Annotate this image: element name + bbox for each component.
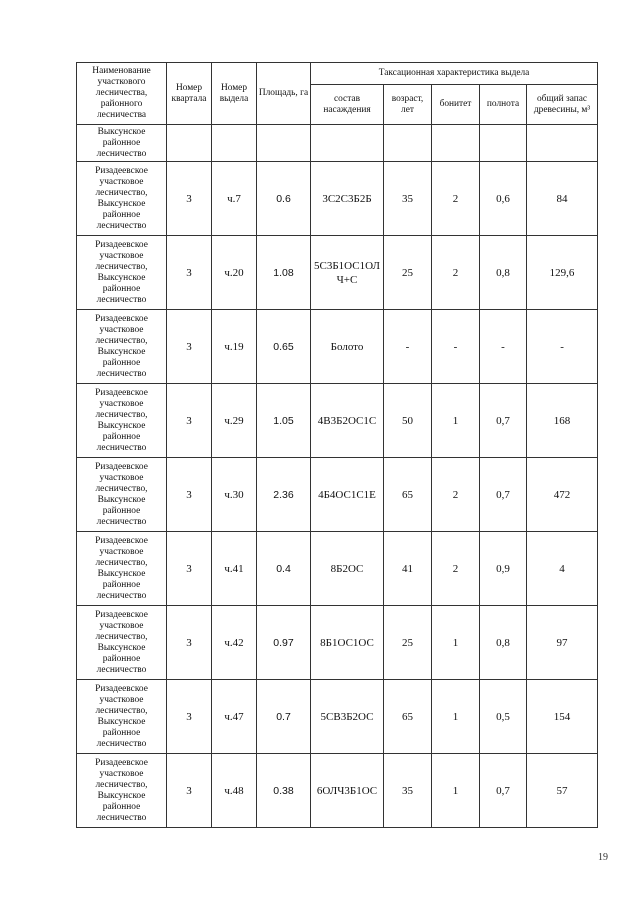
group-row-empty-cell [527, 125, 598, 162]
cell-composition: Болото [311, 310, 384, 384]
table-row [77, 532, 598, 606]
group-row-empty-cell [432, 125, 480, 162]
cell-name: Ризадеевское участковое лесничество, Выксунское районное лесничество [77, 754, 167, 828]
table-row [77, 162, 598, 236]
cell-bonitet: 1 [432, 384, 480, 458]
cell-composition: 5СВ3Б2ОС [311, 680, 384, 754]
cell-area: 0.4 [257, 532, 311, 606]
cell-density: 0,8 [480, 606, 527, 680]
cell-allotment: ч.7 [212, 162, 257, 236]
cell-allotment: ч.29 [212, 384, 257, 458]
cell-age: 35 [384, 754, 432, 828]
cell-age: 41 [384, 532, 432, 606]
header-area: Площадь, га [257, 63, 311, 125]
cell-composition: 3С2С3Б2Б [311, 162, 384, 236]
cell-area: 1.08 [257, 236, 311, 310]
cell-density: 0,7 [480, 458, 527, 532]
taxation-table [76, 62, 598, 828]
cell-age: 65 [384, 680, 432, 754]
cell-allotment: ч.47 [212, 680, 257, 754]
cell-volume: 57 [527, 754, 598, 828]
cell-name: Ризадеевское участковое лесничество, Выксунское районное лесничество [77, 680, 167, 754]
cell-bonitet: 1 [432, 754, 480, 828]
header-age: возраст, лет [384, 85, 432, 125]
group-row-empty-cell [311, 125, 384, 162]
cell-name: Ризадеевское участковое лесничество, Выксунское районное лесничество [77, 606, 167, 680]
cell-composition: 8Б2ОС [311, 532, 384, 606]
cell-composition: 4Б4ОС1С1Е [311, 458, 384, 532]
cell-name: Ризадеевское участковое лесничество, Выксунское районное лесничество [77, 384, 167, 458]
cell-age: 25 [384, 236, 432, 310]
cell-density: 0,6 [480, 162, 527, 236]
cell-density: - [480, 310, 527, 384]
cell-name: Ризадеевское участковое лесничество, Выксунское районное лесничество [77, 532, 167, 606]
cell-density: 0,5 [480, 680, 527, 754]
cell-quarter: 3 [167, 532, 212, 606]
group-row-empty-cell [384, 125, 432, 162]
cell-area: 0.65 [257, 310, 311, 384]
cell-name: Ризадеевское участковое лесничество, Выксунское районное лесничество [77, 458, 167, 532]
cell-allotment: ч.41 [212, 532, 257, 606]
table-body [77, 125, 598, 828]
page-number: 19 [598, 852, 608, 863]
cell-quarter: 3 [167, 384, 212, 458]
cell-volume: 168 [527, 384, 598, 458]
cell-composition: 6ОЛЧ3Б1ОС [311, 754, 384, 828]
table-row [77, 606, 598, 680]
cell-volume: 472 [527, 458, 598, 532]
header-allotment: Номер выдела [212, 63, 257, 125]
group-row [77, 125, 598, 162]
cell-volume: 84 [527, 162, 598, 236]
cell-quarter: 3 [167, 236, 212, 310]
cell-allotment: ч.20 [212, 236, 257, 310]
cell-quarter: 3 [167, 680, 212, 754]
cell-volume: 154 [527, 680, 598, 754]
cell-volume: 129,6 [527, 236, 598, 310]
cell-quarter: 3 [167, 606, 212, 680]
cell-area: 0.38 [257, 754, 311, 828]
cell-name: Ризадеевское участковое лесничество, Выксунское районное лесничество [77, 310, 167, 384]
cell-composition: 4В3Б2ОС1С [311, 384, 384, 458]
cell-bonitet: - [432, 310, 480, 384]
cell-area: 0.6 [257, 162, 311, 236]
table-row [77, 384, 598, 458]
cell-age: 35 [384, 162, 432, 236]
cell-bonitet: 2 [432, 532, 480, 606]
cell-age: 25 [384, 606, 432, 680]
table-row [77, 680, 598, 754]
group-row-name: Выксунское районное лесничество [77, 125, 167, 162]
cell-density: 0,8 [480, 236, 527, 310]
header-quarter: Номер квартала [167, 63, 212, 125]
header-volume: общий запас древесины, м³ [527, 85, 598, 125]
cell-volume: 97 [527, 606, 598, 680]
table-row [77, 754, 598, 828]
cell-density: 0,7 [480, 754, 527, 828]
table-row [77, 458, 598, 532]
header-density: полнота [480, 85, 527, 125]
cell-allotment: ч.30 [212, 458, 257, 532]
group-row-empty-cell [212, 125, 257, 162]
header-bonitet: бонитет [432, 85, 480, 125]
cell-area: 1.05 [257, 384, 311, 458]
cell-allotment: ч.48 [212, 754, 257, 828]
cell-density: 0,7 [480, 384, 527, 458]
cell-quarter: 3 [167, 162, 212, 236]
cell-quarter: 3 [167, 458, 212, 532]
cell-bonitet: 2 [432, 458, 480, 532]
cell-composition: 5С3Б1ОС1ОЛЧ+С [311, 236, 384, 310]
cell-age: 65 [384, 458, 432, 532]
cell-allotment: ч.42 [212, 606, 257, 680]
header-name: Наименование участкового лесничества, районного лесничества [77, 63, 167, 125]
cell-bonitet: 2 [432, 162, 480, 236]
cell-volume: - [527, 310, 598, 384]
group-row-empty-cell [167, 125, 212, 162]
cell-area: 0.7 [257, 680, 311, 754]
cell-allotment: ч.19 [212, 310, 257, 384]
header-taxation-group: Таксационная характеристика выдела [311, 63, 598, 85]
group-row-empty-cell [257, 125, 311, 162]
table-row [77, 236, 598, 310]
cell-bonitet: 1 [432, 680, 480, 754]
cell-bonitet: 1 [432, 606, 480, 680]
cell-composition: 8Б1ОС1ОС [311, 606, 384, 680]
cell-density: 0,9 [480, 532, 527, 606]
group-row-empty-cell [480, 125, 527, 162]
cell-age: 50 [384, 384, 432, 458]
cell-area: 0.97 [257, 606, 311, 680]
cell-bonitet: 2 [432, 236, 480, 310]
cell-volume: 4 [527, 532, 598, 606]
cell-age: - [384, 310, 432, 384]
cell-quarter: 3 [167, 754, 212, 828]
cell-area: 2.36 [257, 458, 311, 532]
cell-name: Ризадеевское участковое лесничество, Выксунское районное лесничество [77, 162, 167, 236]
cell-name: Ризадеевское участковое лесничество, Выксунское районное лесничество [77, 236, 167, 310]
header-composition: состав насаждения [311, 85, 384, 125]
cell-quarter: 3 [167, 310, 212, 384]
table-row [77, 310, 598, 384]
